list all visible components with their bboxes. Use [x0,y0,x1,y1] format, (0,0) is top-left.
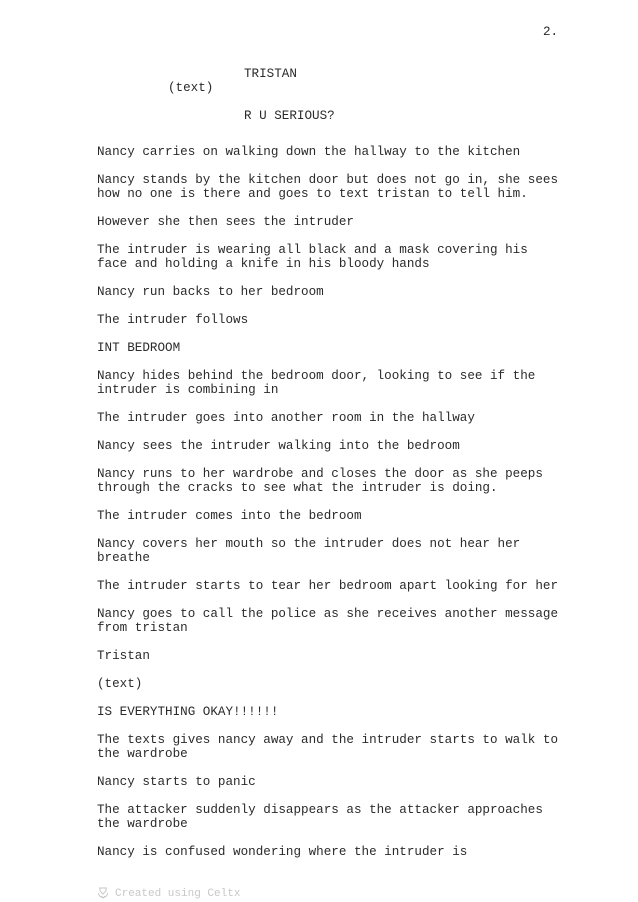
footer [97,887,240,901]
action-line: The texts gives nancy away and the intruder starts to walk to the wardrobe [97,733,559,761]
action-line: Nancy covers her mouth so the intruder does not hear her breathe [97,537,521,565]
dialogue-line: R U SERIOUS? [244,109,335,123]
screenplay-body [97,67,597,859]
action-line: Nancy goes to call the police as she receives another message from tristan [97,607,559,635]
action-line: Nancy carries on walking down the hallway to the kitchen [97,145,521,159]
action-line: Nancy sees the intruder walking into the bedroom [97,439,460,453]
action-line: Nancy hides behind the bedroom door, looking to see if the intruder is combining in [97,369,536,397]
action-line: Nancy stands by the kitchen door but does not go in, she sees how no one is there and goes to text tristan to tell him. [97,173,559,201]
celtx-logo-icon [97,887,109,901]
action-line: IS EVERYTHING OKAY!!!!!! [97,705,279,719]
character-name: TRISTAN [244,67,297,81]
scene-heading: INT BEDROOM [97,341,181,355]
parenthetical: (text) [168,81,214,95]
action-line: Tristan [97,649,150,663]
action-line: The intruder is wearing all black and a mask covering his face and holding a knife in his bloody hands [97,243,528,271]
action-line: The intruder goes into another room in the hallway [97,411,475,425]
footer-text: Created using Celtx [115,888,241,900]
action-line: The attacker suddenly disappears as the attacker approaches the wardrobe [97,803,543,831]
action-line: The intruder starts to tear her bedroom apart looking for her [97,579,559,593]
action-line: The intruder follows [97,313,249,327]
action-line: Nancy is confused wondering where the intruder is [97,845,468,859]
page-number: 2. [543,25,559,39]
action-line: Nancy runs to her wardrobe and closes the door as she peeps through the cracks to see what the intruder is doing. [97,467,543,495]
action-line: However she then sees the intruder [97,215,354,229]
action-line: Nancy starts to panic [97,775,256,789]
action-line: Nancy run backs to her bedroom [97,285,324,299]
action-line: The intruder comes into the bedroom [97,509,362,523]
action-line: (text) [97,677,143,691]
